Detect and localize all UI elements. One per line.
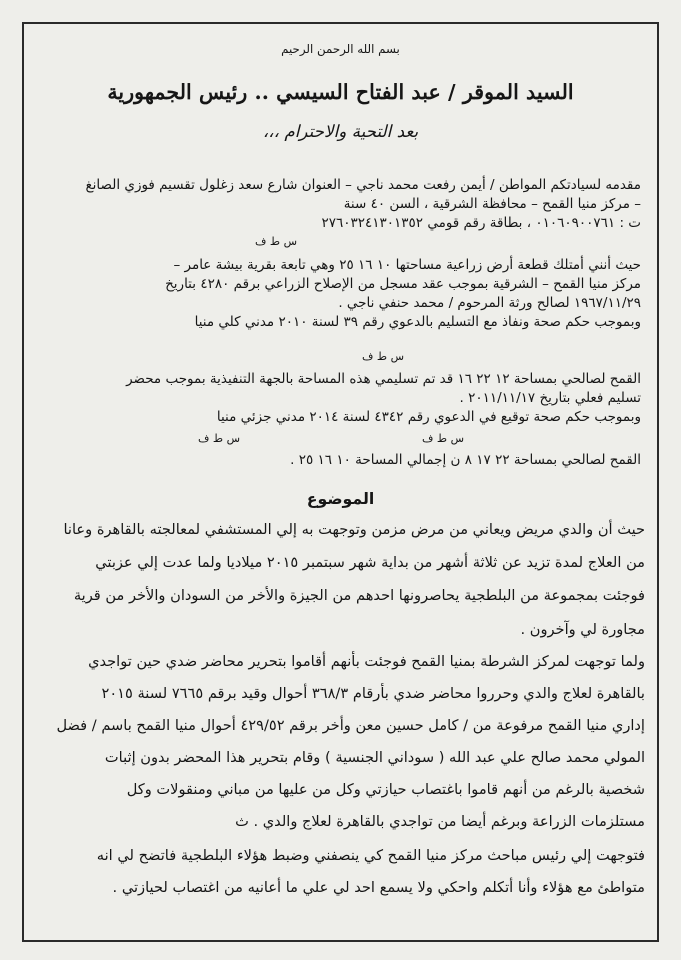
body-line: فوجئت بمجموعة من البلطجية يحاصرونها احدهم من الجيزة والأخر من السودان والأخر من قرية: [73, 587, 645, 604]
intro-line: ١٩٦٧/١١/٢٩ لصالح ورثة المرحوم / محمد حنفي ناجي .: [338, 295, 641, 311]
body-line: فتوجهت إلي رئيس مباحث مركز منيا القمح كي ينصفني وضبط هؤلاء البلطجية فاتضح لي انه: [96, 847, 645, 864]
area-units-label: س ط ف: [255, 235, 297, 248]
body-line: المولي محمد صالح علي عبد الله ( سوداني الجنسية ) وقام بتحرير هذا المحضر بدون إثبات: [104, 749, 645, 766]
body-line: مجاورة لي وآخرون .: [520, 621, 645, 638]
body-line: حيث أن والدي مريض ويعاني من مرض مزمن وتوجهت به إلي المستشفي لمعالجته بالقاهرة وعانا: [63, 521, 645, 538]
body-line: ولما توجهت لمركز الشرطة بمنيا القمح فوجئت بأنهم أقاموا بتحرير محاضر ضدي حين تواجدي: [88, 653, 645, 670]
greeting: بعد التحية والاحترام ،،،: [262, 121, 419, 141]
page-border: [22, 22, 659, 942]
intro-line: مركز منيا القمح – الشرقية بموجب عقد مسجل من الإصلاح الزراعي برقم ٤٢٨٠ بتاريخ: [165, 276, 641, 292]
intro-line: تسليم فعلي بتاريخ ٢٠١١/١١/١٧ .: [459, 390, 641, 406]
intro-line: مقدمه لسيادتكم المواطن / أيمن رفعت محمد ناجي – العنوان شارع سعد زغلول تقسيم فوزي الصانغ: [85, 177, 641, 193]
intro-line: حيث أنني أمتلك قطعة أرض زراعية مساحتها ١٠ ١٦ ٢٥ وهي تابعة بقرية بيشة عامر –: [173, 257, 641, 273]
intro-line: القمح لصالحي بمساحة ٢٢ ١٧ ٨ ن إجمالي المساحة ١٠ ١٦ ٢٥ .: [290, 452, 641, 468]
intro-line: وبموجب حكم صحة ونفاذ مع التسليم بالدعوي رقم ٣٩ لسنة ٢٠١٠ مدني كلي منيا: [194, 314, 641, 330]
intro-line: وبموجب حكم صحة توقيع في الدعوي رقم ٤٣٤٢ لسنة ٢٠١٤ مدني جزئي منيا: [216, 409, 641, 425]
body-line: إداري منيا القمح مرفوعة من / كامل حسين معن وأخر برقم ٤٢٩/٥٢ أحوال منيا القمح باسم / فضل: [56, 717, 645, 734]
area-units-label: س ط ف: [422, 432, 464, 445]
body-line: شخصية بالرغم من أنهم قاموا باغتصاب حيازتي وكل من عليها من مباني ومنقولات وكل: [126, 781, 645, 798]
intro-line: – مركز منيا القمح – محافظة الشرقية ، السن ٤٠ سنة: [343, 196, 641, 212]
body-line: من العلاج لمدة تزيد عن ثلاثة أشهر من بداية شهر سبتمبر ٢٠١٥ ميلاديا ولما عدت إلي عزبتي: [95, 554, 645, 571]
subject-title: الموضوع: [306, 489, 375, 508]
addressee-heading: السيد الموقر / عبد الفتاح السيسي .. رئيس الجمهورية: [107, 80, 574, 104]
body-line: بالقاهرة لعلاج والدي وحرروا محاضر ضدي بأرقام ٣٦٨/٣ أحوال وقيد برقم ٧٦٦٥ لسنة ٢٠١٥: [101, 685, 645, 702]
body-line: مستلزمات الزراعة وبرغم أيضا من تواجدي بالقاهرة لعلاج والدي . ث: [235, 813, 645, 830]
intro-line: ت : ٠١٠٦٠٩٠٠٧٦١ ، بطاقة رقم قومي ٢٧٦٠٣٢٤١٣٠١٣٥٢: [321, 215, 641, 231]
body-line: متواطئ مع هؤلاء وأنا أتكلم واحكي ولا يسمع احد لي علي ما أعانيه من اغتصاب لحيازتي .: [112, 879, 645, 896]
area-units-label: س ط ف: [362, 350, 404, 363]
basmala: بسم الله الرحمن الرحيم: [281, 42, 400, 56]
area-units-label: س ط ف: [198, 432, 240, 445]
intro-line: القمح لصالحي بمساحة ١٢ ٢٢ ١٦ قد تم تسليمي هذه المساحة بالجهة التنفيذية بموجب محضر: [126, 371, 641, 387]
